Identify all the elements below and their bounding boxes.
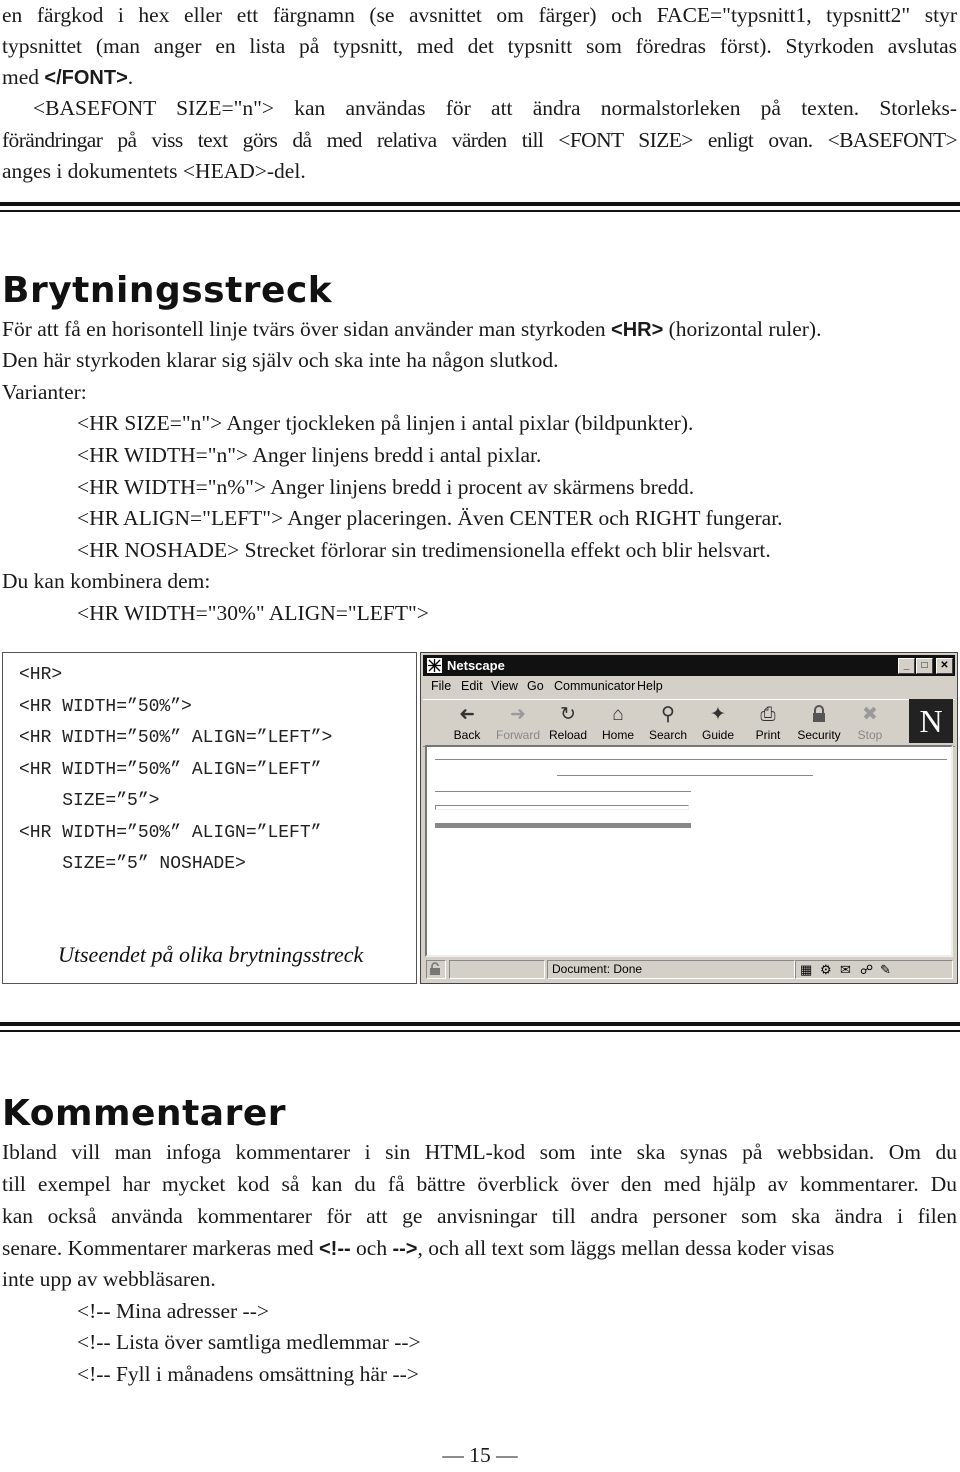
- composer-icon[interactable]: ✎: [880, 962, 891, 977]
- comment-close-tag: -->: [392, 1238, 418, 1260]
- close-icon[interactable]: ✕: [936, 658, 953, 674]
- toolbar-label: Reload: [548, 728, 588, 742]
- paragraph-line: Ibland vill man infoga kommentarer i sin HTML-kod som inte ska synas på webbsidan. Om du: [2, 1140, 957, 1164]
- comment-open-tag: <!--: [318, 1238, 351, 1260]
- hr-example-50-center: [557, 775, 813, 777]
- window-titlebar[interactable]: [423, 655, 955, 676]
- paragraph-line: kan också använda kommentarer för att ge anvisningar till andra personer som ska ändra i filen: [2, 1204, 957, 1228]
- browser-window: [420, 652, 958, 984]
- search-button[interactable]: [644, 704, 692, 742]
- printer-icon: ⎙: [760, 704, 776, 725]
- component-bar: [795, 960, 953, 979]
- netscape-logo: N: [909, 699, 953, 743]
- back-arrow-icon: ➜: [459, 704, 475, 725]
- discussion-icon[interactable]: ☍: [860, 962, 874, 977]
- toolbar-label: Search: [648, 728, 688, 742]
- home-button[interactable]: [594, 704, 642, 742]
- text-span: För att få en horisontell linje tvärs över sidan använder man styrkoden: [2, 317, 612, 341]
- section-divider: [0, 1022, 960, 1026]
- network-icon[interactable]: ⚙: [820, 962, 832, 977]
- paragraph-line: Den här styrkoden klarar sig själv och ska inte ha någon slutkod.: [2, 348, 559, 372]
- menu-bar: [423, 677, 955, 697]
- code-line: SIZE=”5”>: [19, 791, 160, 811]
- menu-file[interactable]: File: [431, 679, 452, 693]
- paragraph-line: [2, 62, 133, 95]
- comment-example: <!-- Fyll i månadens omsättning här -->: [77, 1362, 419, 1386]
- home-icon: ⌂: [612, 704, 624, 725]
- mail-icon[interactable]: ✉: [840, 962, 851, 977]
- maximize-icon[interactable]: □: [916, 658, 933, 674]
- text-span: och: [350, 1236, 393, 1260]
- status-text: Document: Done: [547, 960, 795, 979]
- toolbar-label: Home: [601, 728, 634, 742]
- paragraph-line: [2, 1233, 834, 1266]
- guide-icon: ✦: [710, 704, 726, 725]
- variant-item: <HR WIDTH="n"> Anger linjens bredd i antal pixlar.: [77, 443, 542, 467]
- print-button[interactable]: [744, 704, 792, 742]
- page-number: — 15 —: [442, 1443, 518, 1467]
- variant-item: <HR ALIGN="LEFT"> Anger placeringen. Även CENTER och RIGHT fungerar.: [77, 506, 783, 530]
- font-close-tag: </FONT>: [44, 67, 128, 89]
- toolbar-label: Back: [453, 728, 481, 742]
- paragraph-line: en färgkod i hex eller ett färgnamn (se avsnittet om färger) och FACE="typsnitt1, typsnitt2" styr: [2, 3, 957, 27]
- text-span: senare. Kommentarer markeras med: [2, 1236, 319, 1260]
- progress-cell: [449, 960, 545, 979]
- search-icon: ⚲: [661, 704, 675, 725]
- code-line: <HR>: [19, 665, 63, 685]
- comment-example: <!-- Mina adresser -->: [77, 1299, 269, 1323]
- combine-label: Du kan kombinera dem:: [2, 569, 211, 593]
- security-button[interactable]: [795, 704, 843, 742]
- minimize-icon[interactable]: _: [898, 658, 915, 674]
- netscape-app-icon: [427, 658, 442, 673]
- text-span: med: [2, 65, 45, 89]
- toolbar-label: Security: [797, 728, 841, 742]
- section-heading: Brytningsstreck: [2, 270, 333, 311]
- toolbar-label: Stop: [857, 728, 883, 742]
- paragraph-line: <BASEFONT SIZE="n"> kan användas för att ändra normalstorleken på texten. Storleks-: [33, 96, 957, 120]
- back-button[interactable]: [443, 704, 491, 742]
- code-line: <HR WIDTH=”50%” ALIGN=”LEFT”: [19, 760, 322, 780]
- browser-content-area: [425, 745, 953, 957]
- code-line: <HR WIDTH=”50%”>: [19, 697, 192, 717]
- reload-button[interactable]: [544, 704, 592, 742]
- guide-button[interactable]: [694, 704, 742, 742]
- menu-go[interactable]: Go: [527, 679, 544, 693]
- paragraph-line: till exempel har mycket kod så kan du få bättre överblick över den med hjälp av kommentarer. Du: [2, 1172, 957, 1196]
- menu-help[interactable]: Help: [637, 679, 663, 693]
- toolbar-label: Forward: [495, 728, 540, 742]
- lock-icon: [807, 704, 831, 726]
- reload-icon: ↻: [560, 704, 576, 725]
- section-heading: Kommentarer: [2, 1093, 286, 1134]
- code-example-box: [2, 652, 417, 984]
- text-span: (horizontal ruler).: [663, 317, 822, 341]
- hr-example-50-left: [435, 791, 691, 793]
- forward-arrow-icon: ➜: [510, 704, 526, 725]
- window-title: Netscape: [447, 658, 505, 673]
- variant-item: <HR SIZE="n"> Anger tjockleken på linjen i antal pixlar (bildpunkter).: [77, 411, 694, 435]
- paragraph-line: förändringar på viss text görs då med relativa värden till <FONT SIZE> enligt ovan. <BASEFONT>: [2, 128, 957, 152]
- forward-button[interactable]: [494, 704, 542, 742]
- stop-icon: ✖: [862, 704, 878, 725]
- paragraph-line: inte upp av webbläsaren.: [2, 1267, 216, 1291]
- hr-example-50-left-size5: [435, 805, 689, 810]
- toolbar-label: Guide: [701, 728, 735, 742]
- dashboard-icon[interactable]: ▦: [800, 962, 813, 977]
- stop-button[interactable]: [846, 704, 894, 742]
- comment-example: <!-- Lista över samtliga medlemmar -->: [77, 1330, 421, 1354]
- menu-communicator[interactable]: Communicator: [554, 679, 636, 693]
- text-span: , och all text som läggs mellan dessa koder visas: [417, 1236, 835, 1260]
- section-divider: [0, 202, 960, 206]
- navigation-toolbar: [423, 699, 955, 747]
- hr-example-noshade: [435, 823, 691, 828]
- menu-view[interactable]: View: [491, 679, 518, 693]
- paragraph-line: [2, 314, 821, 347]
- section-divider-thin: [0, 1030, 960, 1032]
- text-span: .: [127, 65, 134, 89]
- combine-example: <HR WIDTH="30%" ALIGN="LEFT">: [77, 601, 429, 625]
- toolbar-label: Print: [755, 728, 781, 742]
- code-line: SIZE=”5” NOSHADE>: [19, 854, 246, 874]
- code-line: <HR WIDTH=”50%” ALIGN=”LEFT”: [19, 823, 322, 843]
- section-divider-thin: [0, 210, 960, 212]
- paragraph-line: anges i dokumentets <HEAD>-del.: [2, 159, 306, 183]
- variants-label: Varianter:: [2, 380, 87, 404]
- hr-tag: <HR>: [611, 319, 664, 341]
- menu-edit[interactable]: Edit: [461, 679, 483, 693]
- figure-caption: Utseendet på olika brytningsstreck: [58, 942, 364, 967]
- status-bar: [423, 957, 955, 981]
- variant-item: <HR NOSHADE> Strecket förlorar sin tredimensionella effekt och blir helsvart.: [77, 538, 771, 562]
- hr-example-full: [435, 759, 947, 761]
- variant-item: <HR WIDTH="n%"> Anger linjens bredd i procent av skärmens bredd.: [77, 475, 695, 499]
- code-line: <HR WIDTH=”50%” ALIGN=”LEFT”>: [19, 728, 333, 748]
- paragraph-line: typsnittet (man anger en lista på typsnitt, med det typsnitt som föredras först). Styrkoden avslutas: [2, 34, 957, 58]
- security-status-icon[interactable]: [426, 960, 446, 979]
